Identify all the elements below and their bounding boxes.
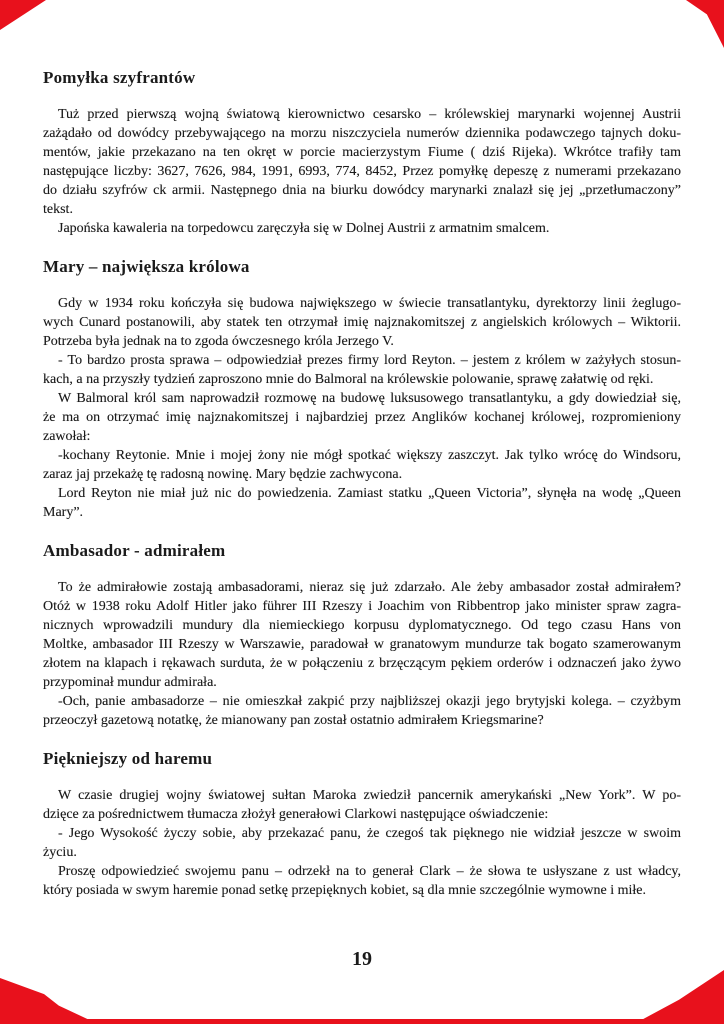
section: [43, 67, 681, 238]
text-line: złotem na klapach i rękawach surduta, że w połączeniu z brzęczącym pękiem orderów i odznaczeń jako żywo: [43, 656, 681, 671]
paragraph: [43, 105, 681, 219]
text-line: - Jego Wysokość życzy sobie, aby przekazać panu, że czegoś tak pięknego nie widział jeszcze w swoim: [58, 826, 681, 841]
text-line: Moltke, ambasador III Rzeszy w Warszawie, paradował w granatowym mundurze tak bogato szamerowanym: [43, 637, 681, 652]
paragraph: [43, 389, 681, 446]
section: [43, 748, 681, 900]
text-line: Tuż przed pierwszą wojną światową kierownictwo cesarsko – królewskiej marynarki wojennej Austrii: [58, 107, 681, 122]
red-torn-corner-top-right: [686, 0, 724, 48]
paragraph: [43, 484, 681, 522]
section: [43, 540, 681, 730]
paragraph: [43, 692, 681, 730]
section-heading: Ambasador - admirałem: [43, 541, 226, 560]
text-line: tekst.: [43, 202, 73, 217]
paragraph: [43, 294, 681, 351]
paragraph: [43, 351, 681, 389]
text-line: Gdy w 1934 roku kończyła się budowa największego w świecie transatlantyku, dyrektorzy linii żeglugo-: [58, 296, 681, 311]
section-heading: Mary – największa królowa: [43, 257, 250, 276]
text-line: Mary”.: [43, 505, 84, 520]
red-torn-corner-bottom-left: [0, 978, 98, 1024]
text-line: Japońska kawaleria na torpedowcu zaręczyła się w Dolnej Austrii z armatnim smalcem.: [58, 221, 550, 236]
text-line: -kochany Reytonie. Mnie i mojej żony nie mógł spotkać większy zaszczyt. Jak tylko wrócę do Windsoru,: [58, 448, 681, 463]
text-line: do działu szyfrów ck armii. Następnego dnia na biurku dowódcy marynarki znalazł się jej „przetłumaczony”: [43, 183, 681, 198]
text-line: życiu.: [43, 845, 77, 860]
text-line: przeoczył gazetową notatkę, że mianowany pan został ostatnio admirałem Kriegsmarine?: [43, 713, 544, 728]
text-line: To że admirałowie zostają ambasadorami, nieraz się już zdarzało. Ale żeby ambasador został admirałem?: [58, 580, 681, 595]
text-line: - To bardzo prosta sprawa – odpowiedział prezes firmy lord Reyton. – jestem z królem w zażyłych stosun-: [58, 353, 681, 368]
text-line: przypominał mundur admirała.: [43, 675, 217, 690]
red-torn-corner-top-left: [0, 0, 46, 30]
text-line: zażądało od dowódcy przebywającego na morzu niszczyciela numerów dziennika podawczego tajnych doku-: [43, 126, 681, 141]
text-line: następujące liczby: 3627, 7626, 984, 1991, 6993, 774, 8452, Przez pomyłkę depeszę z numerami przekazano: [43, 164, 681, 179]
paragraph: [43, 578, 681, 692]
paragraph: [43, 219, 681, 238]
text-line: zawołał:: [43, 429, 91, 444]
text-line: który posiada w swym haremie ponad setkę przepięknych kobiet, są dla mnie szczególnie wymowne i miłe.: [43, 883, 646, 898]
text-line: -Och, panie ambasadorze – nie omieszkał zakpić przy najbliższej okazji jego brytyjski kolega. – czyżbym: [58, 694, 681, 709]
text-line: że ma on otrzymać imię najznakomitszej i najbardziej przez Anglików kochanej królowej, rozpromieniony: [43, 410, 681, 425]
page-content: [43, 67, 681, 900]
section-heading: Piękniejszy od haremu: [43, 749, 213, 768]
section-heading: Pomyłka szyfrantów: [43, 68, 196, 87]
paragraph: [43, 786, 681, 824]
text-line: wych Cunard postanowili, aby statek ten otrzymał imię najznakomitszej z angielskich królowych – Wiktorii.: [43, 315, 681, 330]
text-line: nicznych wprowadzili mundury dla niemieckiego korpusu dyplomatycznego. Od tego czasu Hans von: [43, 618, 681, 633]
text-line: Lord Reyton nie miał już nic do powiedzenia. Zamiast statku „Queen Victoria”, słynęła na wodę „Queen: [58, 486, 681, 501]
paragraph: [43, 824, 681, 862]
red-scan-edge-bottom: [0, 1019, 724, 1024]
section: [43, 256, 681, 522]
text-line: W czasie drugiej wojny światowej sułtan Maroka zwiedził pancernik amerykański „New York”. W po-: [58, 788, 681, 803]
page-number: 19: [352, 948, 372, 970]
paragraph: [43, 446, 681, 484]
text-line: dzięce za pośrednictwem tłumacza złożył generałowi Clarkowi następujące oświadczenie:: [43, 807, 549, 822]
red-torn-corner-bottom-right: [634, 970, 724, 1024]
text-line: Otóż w 1938 roku Adolf Hitler jako führer III Rzeszy i Joachim von Ribbentrop jako minister spraw zagra-: [43, 599, 681, 614]
text-line: zaraz jaj przekażę tę radosną nowinę. Mary będzie zachwycona.: [43, 467, 403, 482]
text-line: W Balmoral król sam naprowadził rozmowę na budowę luksusowego transatlantyku, a gdy dowiedział się,: [58, 391, 681, 406]
text-line: Potrzeba była jednak na to zgoda ówczesnego króla Jerzego V.: [43, 334, 394, 349]
text-line: kach, a na przyszły tydzień zaproszono mnie do Balmoral na królewskie polowanie, sprawę załatwię od ręki.: [43, 372, 654, 387]
paragraph: [43, 862, 681, 900]
text-line: mentów, jakie przekazano na ten okręt w porcie macierzystym Fiume ( dziś Rijeka). Wkrótce trafiły tam: [43, 145, 681, 160]
text-line: Proszę odpowiedzieć swojemu panu – odrzekł na to generał Clark – że słowa te usłyszane z ust władcy,: [58, 864, 681, 879]
